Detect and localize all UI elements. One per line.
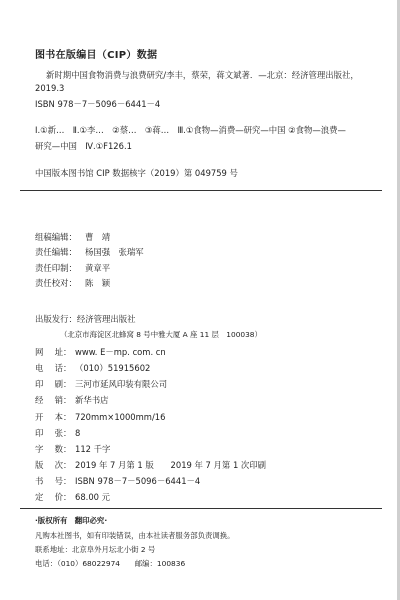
contact-address: 联系地址：北京阜外月坛北小街 2 号 [35, 545, 156, 554]
spec-label: 印张 [35, 428, 63, 438]
spec-label: 经销 [35, 395, 63, 405]
publisher-name: 经济管理出版社 [76, 314, 136, 324]
cip-line: 新时期中国食物消费与浪费研究/李丰，蔡荣，蒋文斌著．—北京：经济管理出版社， [46, 70, 359, 80]
rights-heading: ·版权所有 翻印必究· [35, 516, 108, 525]
spec-price: 定价： 68.00 元 [35, 492, 111, 502]
spec-distributor: 经销： 新华书店 [35, 395, 109, 405]
spec-value: 三河市延风印装有限公司 [75, 379, 168, 389]
cip-title: 图书在版编目（CIP）数据 [35, 50, 158, 61]
divider [20, 190, 382, 191]
spec-label: 开本 [35, 412, 63, 422]
spec-label: 网址 [35, 347, 63, 357]
divider [20, 508, 382, 509]
staff-label: 责任编辑： [35, 247, 77, 257]
cip-isbn: ISBN 978－7－5096－6441－4 [35, 99, 161, 109]
spec-edition: 版次： 2019 年 7 月第 1 版 2019 年 7 月第 1 次印刷 [35, 460, 267, 470]
spec-value: 720mm×1000mm/16 [75, 412, 166, 422]
staff-commissioning-editor [35, 231, 110, 243]
cip-record-number: 中国版本图书馆 CIP 数据核字（2019）第 049759 号 [35, 168, 238, 178]
spec-isbn: 书号： ISBN 978－7－5096－6441－4 [35, 476, 201, 486]
spec-value: 8 [75, 428, 81, 438]
cip-line: 2019.3 [35, 83, 65, 93]
staff-print-supervisor [35, 262, 110, 274]
spec-label: 版次 [35, 460, 63, 470]
spec-website: 网址： www. E－mp. com. cn [35, 347, 166, 357]
staff-label: 责任印制： [35, 263, 77, 273]
staff-label: 责任校对： [35, 278, 77, 288]
publisher-label: 出版发行： [35, 314, 77, 324]
spec-word-count: 字数： 112 千字 [35, 444, 111, 454]
spec-phone: 电话： （010）51915602 [35, 363, 151, 373]
spec-label: 定价 [35, 492, 63, 502]
spec-format: 开本： 720mm×1000mm/16 [35, 412, 166, 422]
spec-label: 印刷 [35, 379, 63, 389]
spec-sheets: 印张： 8 [35, 428, 81, 438]
spec-value: 112 千字 [75, 444, 111, 454]
publisher-row [35, 313, 136, 325]
staff-value: 曹 靖 [85, 232, 111, 242]
spec-value: （010）51915602 [75, 363, 151, 373]
rights-notice: 凡购本社图书，如有印装错误，由本社读者服务部负责调换。 [35, 531, 235, 540]
cip-classification-cont: 研究—中国 Ⅳ.①F126.1 [35, 141, 132, 151]
spec-value: www. E－mp. com. cn [75, 347, 166, 357]
staff-value: 杨国强 张瑞军 [85, 247, 144, 257]
staff-proofreader [35, 277, 110, 289]
staff-responsible-editor [35, 246, 144, 258]
spec-label: 电话 [35, 363, 63, 373]
spec-value: 新华书店 [75, 395, 109, 405]
spec-value: 68.00 元 [75, 492, 111, 502]
staff-label: 组稿编辑： [35, 232, 77, 242]
spec-value: ISBN 978－7－5096－6441－4 [75, 476, 201, 486]
staff-value: 黄章平 [85, 263, 111, 273]
publisher-address: （北京市海淀区北蜂窝 8 号中雅大厦 A 座 11 层 100038） [60, 330, 262, 339]
spec-printer: 印刷： 三河市延风印装有限公司 [35, 379, 168, 389]
contact-phone: 电话：（010）68022974 邮编：100836 [35, 559, 186, 568]
spec-label: 书号 [35, 476, 63, 486]
cip-classification: Ⅰ.①新… Ⅱ.①李… ②蔡… ③蒋… Ⅲ.①食物—消费—研究—中国 ②食物—浪费— [35, 125, 346, 135]
spec-label: 字数 [35, 444, 63, 454]
spec-value: 2019 年 7 月第 1 版 2019 年 7 月第 1 次印刷 [75, 460, 267, 470]
staff-value: 陈 颖 [85, 278, 111, 288]
